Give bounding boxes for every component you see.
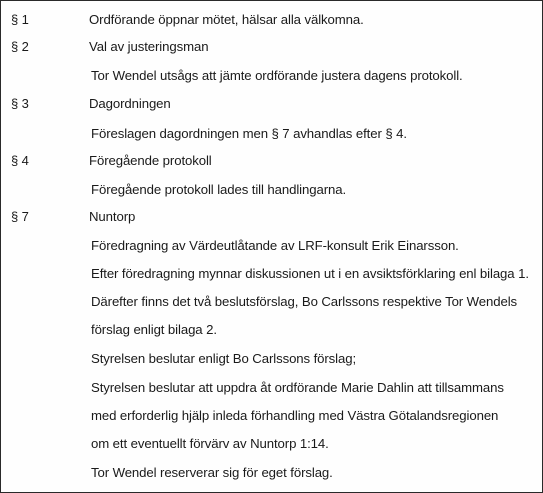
section-heading: Ordförande öppnar mötet, hälsar alla välkomna. bbox=[89, 12, 364, 27]
paragraph: om ett eventuellt förvärv av Nuntorp 1:14. bbox=[91, 436, 329, 451]
section-number: § 3 bbox=[11, 96, 29, 111]
section-heading: Föregående protokoll bbox=[89, 153, 212, 168]
paragraph: Tor Wendel utsågs att jämte ordförande justera dagens protokoll. bbox=[91, 68, 463, 83]
section-heading: Dagordningen bbox=[89, 96, 171, 111]
paragraph: med erforderlig hjälp inleda förhandling med Västra Götalandsregionen bbox=[91, 408, 499, 423]
paragraph: Efter föredragning mynnar diskussionen ut i en avsiktsförklaring enl bilaga 1. bbox=[91, 266, 529, 281]
paragraph: Tor Wendel reserverar sig för eget förslag. bbox=[91, 465, 333, 480]
section-number: § 4 bbox=[11, 153, 29, 168]
section-number: § 2 bbox=[11, 39, 29, 54]
section-number: § 7 bbox=[11, 209, 29, 224]
paragraph: förslag enligt bilaga 2. bbox=[91, 322, 217, 337]
paragraph: Därefter finns det två beslutsförslag, Bo Carlssons respektive Tor Wendels bbox=[91, 294, 518, 309]
section-heading: Val av justeringsman bbox=[89, 39, 209, 54]
paragraph: Föregående protokoll lades till handlingarna. bbox=[91, 182, 347, 197]
paragraph: Styrelsen beslutar enligt Bo Carlssons förslag; bbox=[91, 351, 357, 366]
paragraph: Styrelsen beslutar att uppdra åt ordförande Marie Dahlin att tillsammans bbox=[91, 380, 504, 395]
section-number: § 1 bbox=[11, 12, 29, 27]
paragraph: Föreslagen dagordningen men § 7 avhandlas efter § 4. bbox=[91, 126, 407, 141]
section-heading: Nuntorp bbox=[89, 209, 136, 224]
paragraph: Föredragning av Värdeutlåtande av LRF-konsult Erik Einarsson. bbox=[91, 238, 459, 253]
